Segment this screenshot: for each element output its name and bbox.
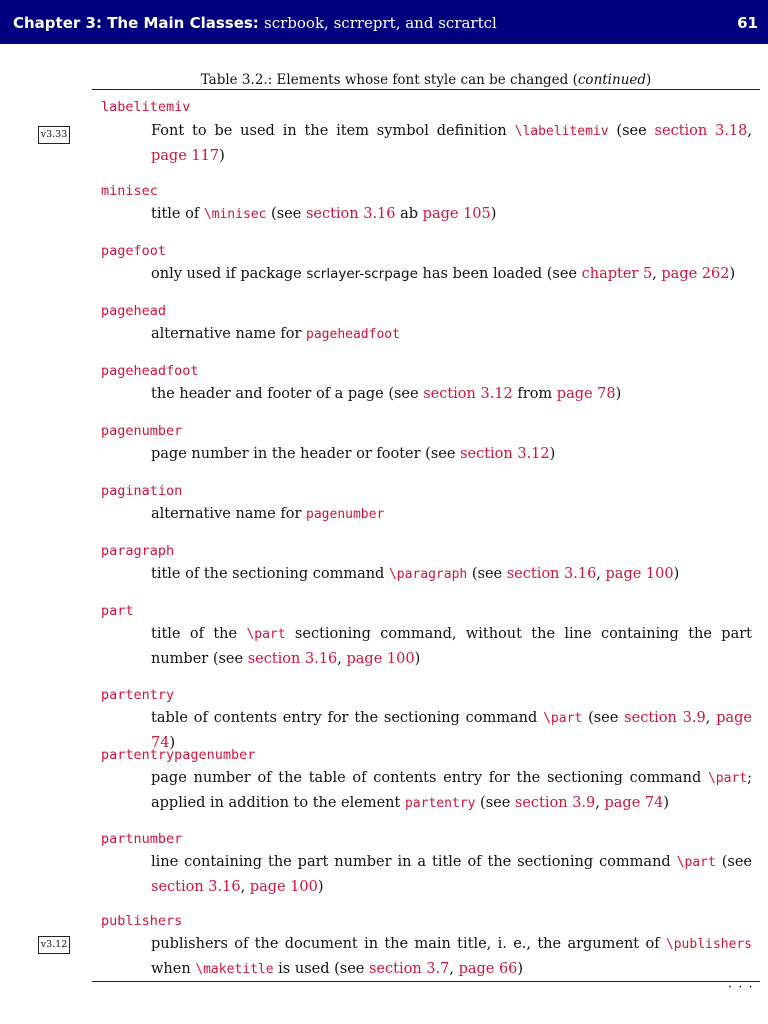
command-code: \part: [707, 771, 748, 786]
element-term: partentrypagenumber: [101, 747, 256, 763]
chapter-link[interactable]: chapter 5: [581, 266, 653, 282]
element-code: partentry: [404, 796, 476, 811]
continuation-mark: · · ·: [728, 980, 754, 995]
element-description: title of the sectioning command \paragraph (see section 3.16, page 100): [151, 566, 680, 582]
element-term: paragraph: [101, 543, 175, 559]
element-description: page number in the header or footer (see section 3.12): [151, 446, 556, 462]
element-term: partnumber: [101, 831, 183, 847]
element-description: the header and footer of a page (see section 3.12 from page 78): [151, 386, 622, 402]
table-bottom-rule: [92, 981, 760, 982]
element-description: page number of the table of contents entry for the sectioning command \part; applied in addition to the element partentry (see section 3.9, page 74): [151, 770, 752, 811]
element-code: pagenumber: [306, 507, 385, 522]
element-description: alternative name for pageheadfoot: [151, 326, 400, 342]
table-caption: Table 3.2.: Elements whose font style can be changed (continued): [200, 72, 652, 88]
section-link[interactable]: section 3.16: [506, 566, 597, 582]
section-link[interactable]: section 3.9: [624, 710, 706, 726]
section-link[interactable]: section 3.18: [654, 123, 748, 139]
element-description: title of \minisec (see section 3.16 ab page 105): [151, 206, 497, 222]
command-code: \maketitle: [195, 962, 274, 977]
page-link[interactable]: page 100: [249, 879, 318, 895]
section-link[interactable]: section 3.12: [423, 386, 513, 402]
element-code: pageheadfoot: [306, 327, 400, 342]
element-term: pagenumber: [101, 423, 183, 439]
page-link[interactable]: page 117: [151, 148, 220, 164]
command-code: \minisec: [203, 207, 267, 222]
element-term: publishers: [101, 913, 183, 929]
page-link[interactable]: page 66: [458, 961, 518, 977]
element-description: table of contents entry for the sectioning command \part (see section 3.9, page 74): [151, 710, 752, 751]
element-term: part: [101, 603, 134, 619]
command-code: \part: [246, 627, 286, 642]
element-term: minisec: [101, 183, 158, 199]
element-term: labelitemiv: [101, 99, 191, 115]
package-name: scrlayer-scrpage: [306, 266, 418, 282]
element-description: title of the \part sectioning command, without the line containing the part number (see section 3.16, page 100): [151, 626, 752, 667]
page-link[interactable]: page 74: [604, 795, 664, 811]
command-code: \paragraph: [388, 567, 468, 582]
element-term: pagehead: [101, 303, 167, 319]
element-description: only used if package scrlayer-scrpage has been loaded (see chapter 5, page 262): [151, 266, 736, 282]
section-link[interactable]: section 3.16: [247, 651, 338, 667]
element-term: partentry: [101, 687, 175, 703]
element-term: pageheadfoot: [101, 363, 199, 379]
element-description: Font to be used in the item symbol definition \labelitemiv (see section 3.18, page 117): [151, 123, 752, 164]
page-number: 61: [737, 14, 758, 32]
element-term: pagefoot: [101, 243, 167, 259]
version-note: v3.33: [38, 126, 70, 144]
element-description: publishers of the document in the main title, i. e., the argument of \publishers when \maketitle is used (see section 3.7, page 66): [151, 936, 752, 977]
command-code: \publishers: [665, 937, 752, 952]
page-link[interactable]: page 105: [422, 206, 491, 222]
element-description: line containing the part number in a title of the sectioning command \part (see section 3.16, page 100): [151, 854, 753, 895]
version-note: v3.12: [38, 936, 70, 954]
running-header: [0, 0, 768, 44]
page-link[interactable]: page 74: [151, 710, 752, 751]
class-names: scrbook, scrreprt, and scrartcl: [264, 14, 497, 32]
page-link[interactable]: page 78: [556, 386, 616, 402]
table-top-rule: [92, 89, 760, 90]
section-link[interactable]: section 3.12: [460, 446, 550, 462]
element-description: alternative name for pagenumber: [151, 506, 385, 522]
page-link[interactable]: page 100: [346, 651, 415, 667]
command-code: \labelitemiv: [514, 124, 609, 139]
section-link[interactable]: section 3.7: [368, 961, 450, 977]
command-code: \part: [543, 711, 583, 726]
command-code: \part: [676, 855, 716, 870]
section-link[interactable]: section 3.16: [151, 879, 241, 895]
page-link[interactable]: page 262: [661, 266, 730, 282]
section-link[interactable]: section 3.9: [514, 795, 596, 811]
page-link[interactable]: page 100: [605, 566, 674, 582]
element-term: pagination: [101, 483, 183, 499]
section-link[interactable]: section 3.16: [305, 206, 396, 222]
chapter-title: Chapter 3: The Main Classes: scrbook, scrreprt, and scrartcl: [13, 14, 497, 32]
